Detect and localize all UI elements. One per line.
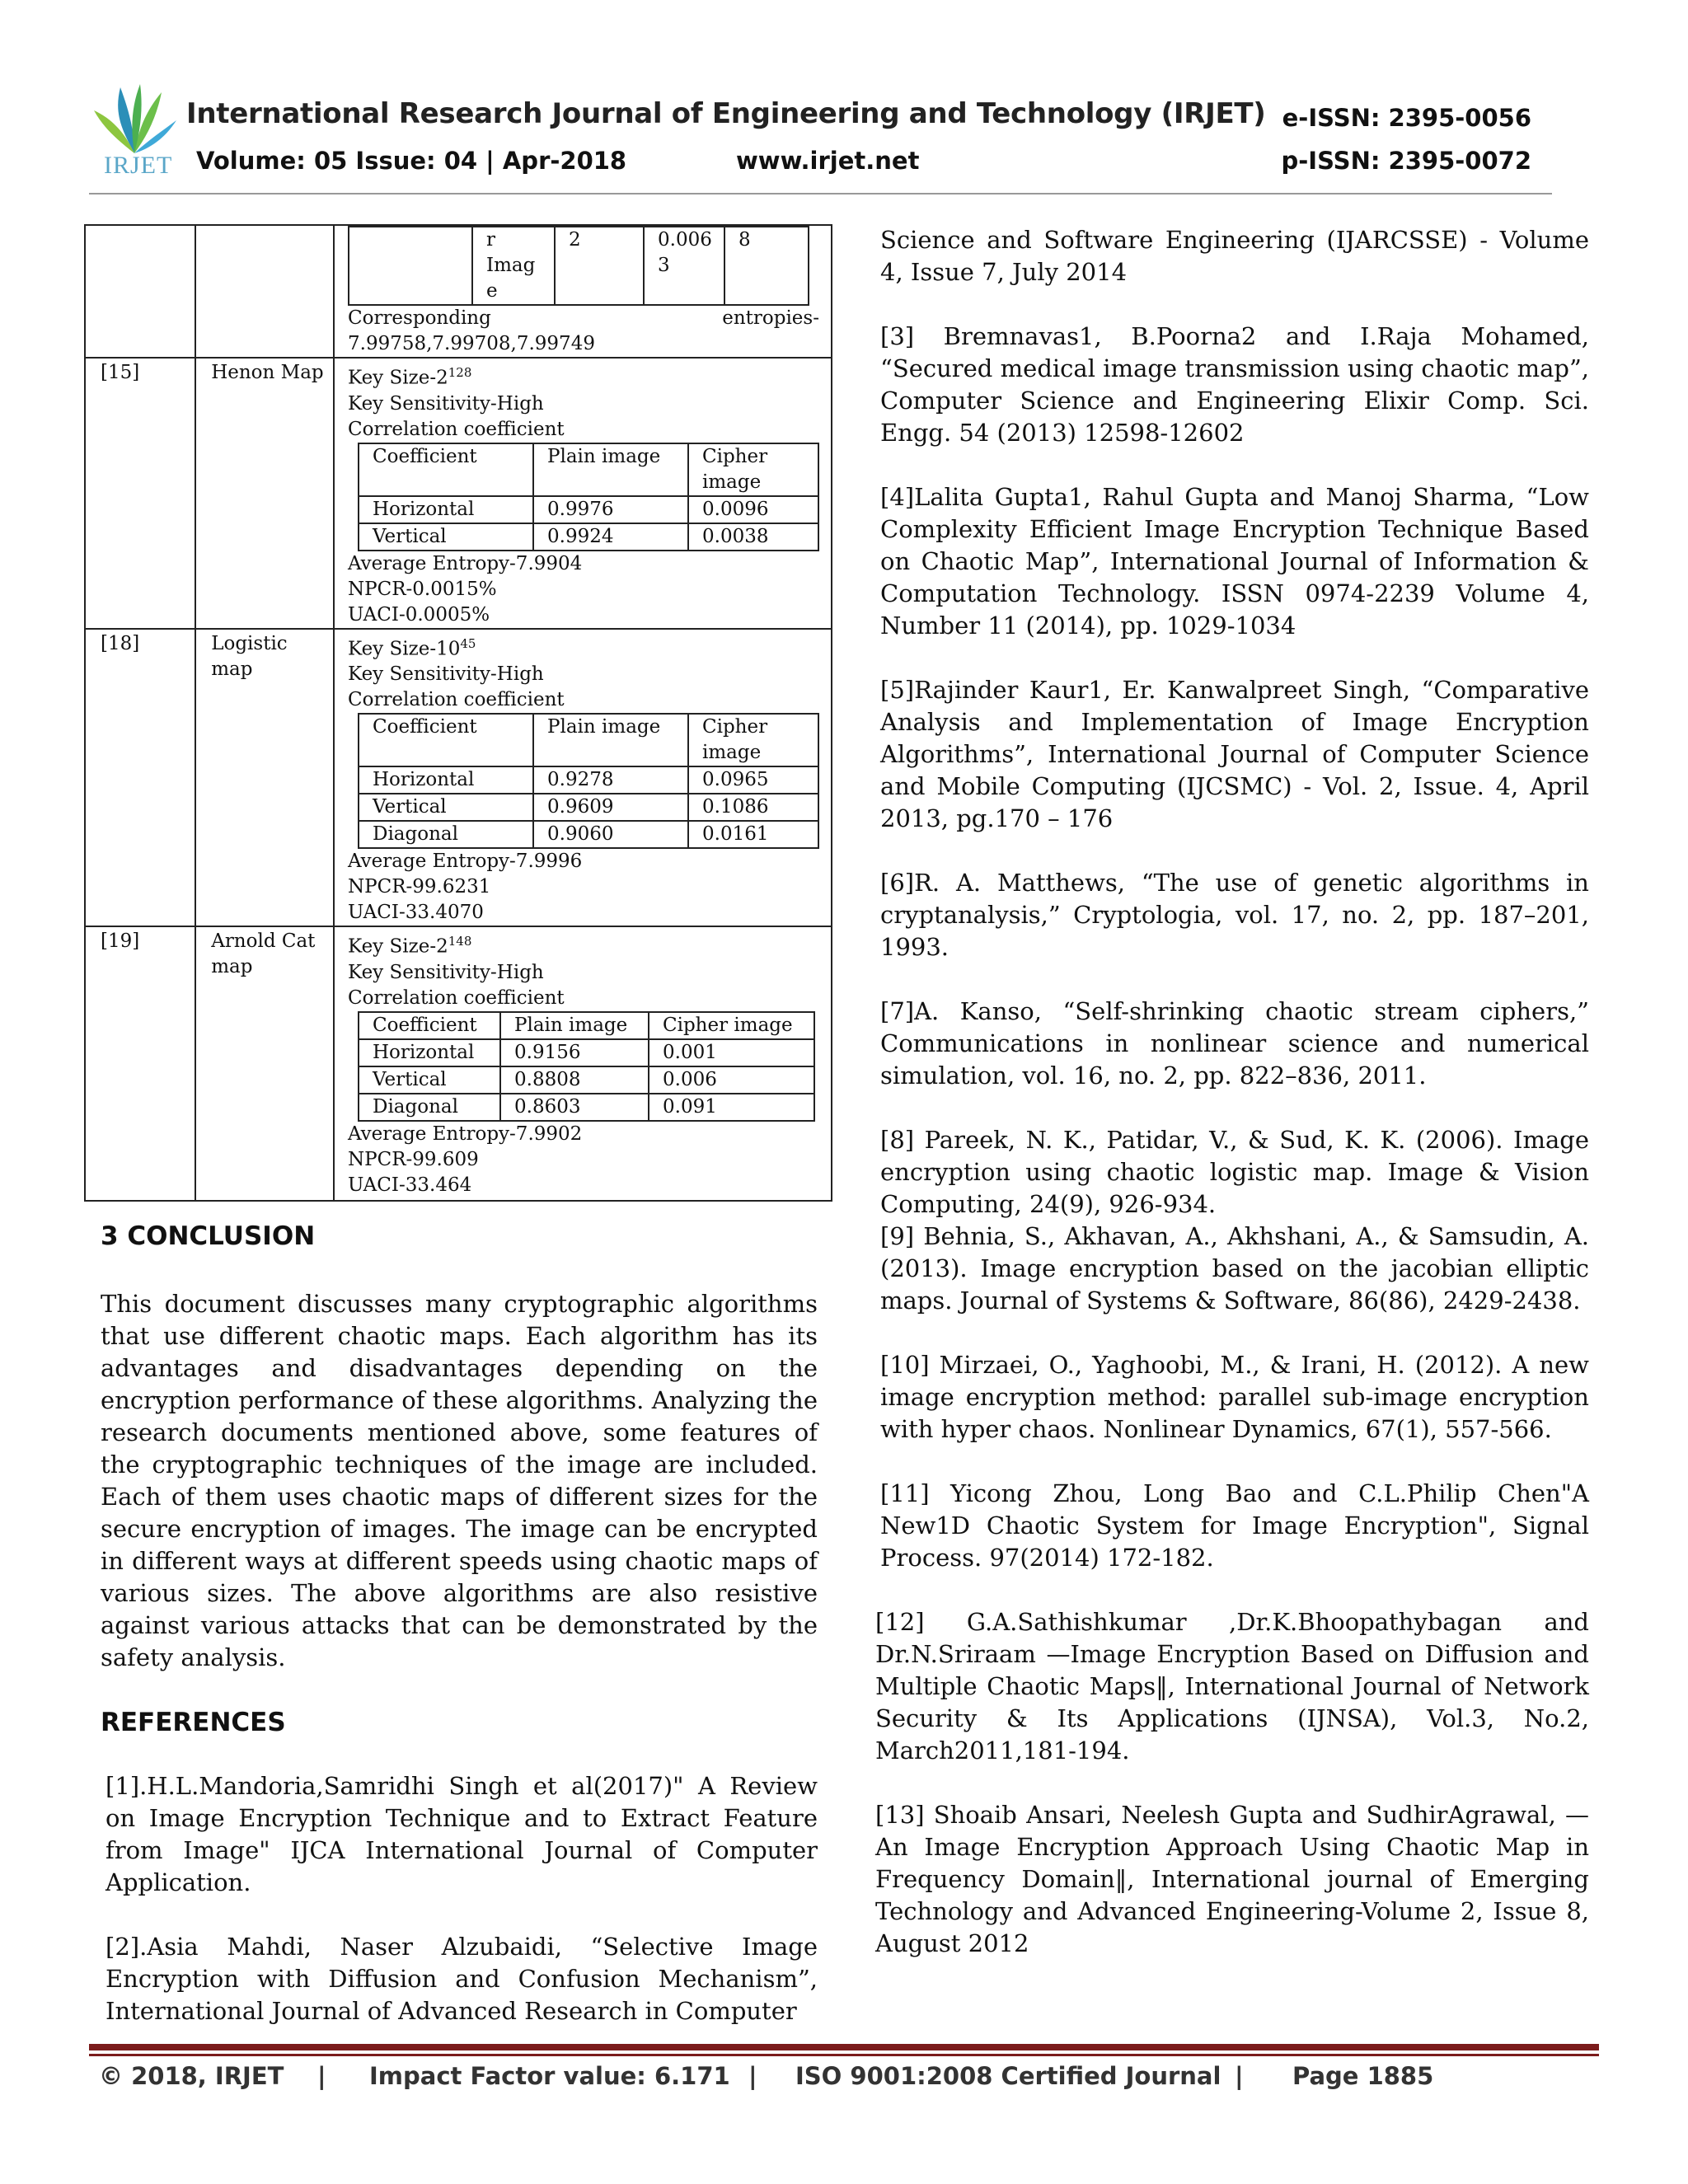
reference-item: [10] Mirzaei, O., Yaghoobi, M., & Irani, H. (2012). A new image encryption method: parallel sub-image encryption with hyper chaos. Nonlinear Dynamics, 67(1), 557-566. — [880, 1351, 1589, 1443]
fragment-label: r Imag e — [472, 227, 555, 305]
table-cell: 0.006 — [649, 1066, 814, 1094]
key-sensitivity: Key Sensitivity-High — [348, 392, 544, 415]
eissn: e-ISSN: 2395-0056 — [1282, 104, 1531, 132]
table-row — [85, 225, 832, 358]
key-size: Key Size-$2^{148}$ — [348, 934, 472, 958]
footer-separator: | — [317, 2062, 326, 2090]
correlation-label: Correlation coefficient — [348, 987, 565, 1009]
table-cell: Diagonal — [359, 821, 533, 848]
reference-item: [13] Shoaib Ansari, Neelesh Gupta and SudhirAgrawal, —An Image Encryption Approach Using Chaotic Map in Frequency Domain‖, International journal of Emerging Technology and Advanced Engineering-Volume 2, Issue 8, August 2012 — [875, 1801, 1589, 1957]
correlation-label: Correlation coefficient — [348, 418, 565, 440]
reference-item: [2].Asia Mahdi, Naser Alzubaidi, “Selective Image Encryption with Diffusion and Confusion Mechanism”, International Journal of Advanced Research in Computer — [106, 1933, 818, 2025]
correlation-table — [358, 713, 819, 849]
table-cell: 0.9278 — [533, 766, 688, 794]
col-header: Cipher image — [688, 714, 818, 766]
results-cell — [334, 926, 832, 1201]
table-cell: Horizontal — [359, 766, 533, 794]
comparison-table — [84, 224, 832, 1202]
col-header: Coefficient — [359, 714, 533, 766]
reference-item: [9] Behnia, S., Akhavan, A., Akhshani, A., & Samsudin, A. (2013). Image encryption based on the jacobian elliptic maps. Journal of Systems & Software, 86(86), 2429-2438. — [880, 1222, 1589, 1315]
irjet-logo — [89, 81, 180, 178]
table-row — [85, 358, 832, 629]
table-cell: 0.9156 — [500, 1039, 649, 1066]
footer-page-number: Page 1885 — [1292, 2062, 1434, 2090]
references-right-column — [875, 224, 1589, 1992]
key-sensitivity: Key Sensitivity-High — [348, 961, 544, 983]
table-cell: 0.8808 — [500, 1066, 649, 1094]
conclusion-heading: 3 CONCLUSION — [101, 1221, 316, 1251]
website-link[interactable]: www.irjet.net — [736, 147, 920, 175]
method-cell: Logistic map — [195, 629, 334, 927]
key-sensitivity: Key Sensitivity-High — [348, 663, 544, 686]
uaci-value: UACI-0.0005% — [348, 603, 490, 626]
table-cell: Horizontal — [359, 496, 533, 523]
footer-separator: | — [1235, 2062, 1244, 2090]
table-cell: Vertical — [359, 1066, 500, 1094]
table-cell: 0.0038 — [688, 523, 818, 551]
reference-item: [8] Pareek, N. K., Patidar, V., & Sud, K. K. (2006). Image encryption using chaotic logistic map. Image & Vision Computing, 24(9), 926-934. — [880, 1126, 1589, 1218]
correlation-table — [358, 443, 819, 551]
method-cell: Arnold Cat map — [195, 926, 334, 1201]
table-cell: Vertical — [359, 523, 533, 551]
footer-impact-factor: Impact Factor value: 6.171 — [369, 2062, 730, 2090]
ref-cell: [18] — [85, 629, 195, 927]
page-header — [89, 81, 1556, 188]
results-cell — [334, 629, 832, 927]
table-cell: 0.1086 — [688, 794, 818, 821]
table-cell: 0.9924 — [533, 523, 688, 551]
table-row — [85, 629, 832, 927]
conclusion-body: This document discusses many cryptographic algorithms that use different chaotic maps. Each algorithm has its advantages and disadvantages depending on the encryption performance of these algorithms. Analyzing the research documents mentioned above, some features of the cryptographic techniques of the image are included. Each of them uses chaotic maps of different sizes for the secure encryption of images. The image can be encrypted in different ways at different speeds using chaotic maps of various sizes. The above algorithms are also resistive against various attacks that can be demonstrated by the safety analysis. — [101, 1290, 818, 1671]
table-cell: 0.0161 — [688, 821, 818, 848]
col-header: Plain image — [533, 443, 688, 496]
fragment-value: 0.006 3 — [644, 227, 724, 305]
results-cell — [334, 358, 832, 629]
key-size: Key Size-$2^{128}$ — [348, 365, 472, 389]
table-cell: 0.0096 — [688, 496, 818, 523]
footer-copyright: © 2018, IRJET — [99, 2062, 284, 2090]
volume-issue: Volume: 05 Issue: 04 | Apr-2018 — [196, 147, 627, 175]
pissn: p-ISSN: 2395-0072 — [1281, 147, 1531, 175]
table-cell: 0.8603 — [500, 1094, 649, 1121]
uaci-value: UACI-33.4070 — [348, 902, 484, 924]
npcr-value: NPCR-99.6231 — [348, 876, 491, 898]
correlation-table — [358, 1011, 815, 1122]
ref-cell: [15] — [85, 358, 195, 629]
reference-item: [6]R. A. Matthews, “The use of genetic algorithms in cryptanalysis,” Cryptologia, vol. 17, no. 2, pp. 187–201, 1993. — [880, 869, 1589, 961]
reference-item: [3] Bremnavas1, B.Poorna2 and I.Raja Mohamed, “Secured medical image transmission using chaotic map”, Computer Science and Engineering Elixir Comp. Sci. Engg. 54 (2013) 12598-12602 — [880, 322, 1589, 447]
col-header: Coefficient — [359, 1012, 500, 1039]
average-entropy: Average Entropy-7.9996 — [348, 851, 583, 873]
table-cell: Vertical — [359, 794, 533, 821]
table-cell: Diagonal — [359, 1094, 500, 1121]
col-header: Cipher image — [688, 443, 818, 496]
method-cell — [195, 225, 334, 358]
entropies-line: Corresponding entropies- — [348, 307, 819, 329]
table-cell: 0.9976 — [533, 496, 688, 523]
reference-item: [5]Rajinder Kaur1, Er. Kanwalpreet Singh, “Comparative Analysis and Implementation of Image Encryption Algorithms”, International Journal of Computer Science and Mobile Computing (IJCSMC) - Vol. 2, Issue. 4, April 2013, pg.170 – 176 — [880, 676, 1589, 832]
fragment-value: 8 — [724, 227, 809, 305]
table-cell: 0.9060 — [533, 821, 688, 848]
footer-separator: | — [748, 2062, 757, 2090]
reference-item: [11] Yicong Zhou, Long Bao and C.L.Philip Chen"A New1D Chaotic System for Image Encryption", Signal Process. 97(2014) 172-182. — [880, 1479, 1589, 1572]
logo-text: IRJET — [104, 152, 173, 179]
table-cell: 0.091 — [649, 1094, 814, 1121]
uaci-value: UACI-33.464 — [348, 1174, 472, 1196]
fragment-table — [348, 226, 809, 306]
journal-title: International Research Journal of Engineering and Technology (IRJET) — [186, 97, 1266, 130]
table-cell: 0.0965 — [688, 766, 818, 794]
references-left-column — [106, 1770, 818, 2027]
col-header: Plain image — [500, 1012, 649, 1039]
npcr-value: NPCR-99.609 — [348, 1148, 479, 1170]
reference-item: Science and Software Engineering (IJARCSSE) - Volume 4, Issue 7, July 2014 — [880, 226, 1589, 286]
average-entropy: Average Entropy-7.9902 — [348, 1122, 583, 1145]
method-cell: Henon Map — [195, 358, 334, 629]
reference-item: [1].H.L.Mandoria,Samridhi Singh et al(2017)" A Review on Image Encryption Technique and to Extract Feature from Image" IJCA International Journal of Computer Application. — [106, 1772, 818, 1896]
results-cell — [334, 225, 832, 358]
fragment-value: 2 — [555, 227, 644, 305]
reference-item: [4]Lalita Gupta1, Rahul Gupta and Manoj Sharma, “Low Complexity Efficient Image Encryption Technique Based on Chaotic Map”, International Journal of Information & Computation Technology. ISSN 0974-2239 Volume 4, Number 11 (2014), pp. 1029-1034 — [880, 483, 1589, 640]
key-size: Key Size-$10^{45}$ — [348, 635, 476, 660]
table-cell: Horizontal — [359, 1039, 500, 1066]
average-entropy: Average Entropy-7.9904 — [348, 552, 583, 574]
footer-iso: ISO 9001:2008 Certified Journal — [795, 2062, 1221, 2090]
references-heading: REFERENCES — [101, 1708, 286, 1737]
ref-cell — [85, 225, 195, 358]
entropies-values: 7.99758,7.99708,7.99749 — [348, 333, 595, 354]
header-divider — [89, 193, 1552, 194]
table-row — [85, 926, 832, 1201]
col-header: Plain image — [533, 714, 688, 766]
footer-divider-thin — [89, 2054, 1599, 2056]
reference-item: [7]A. Kanso, “Self-shrinking chaotic stream ciphers,” Communications in nonlinear science and numerical simulation, vol. 16, no. 2, pp. 822–836, 2011. — [880, 997, 1589, 1090]
col-header: Cipher image — [649, 1012, 814, 1039]
npcr-value: NPCR-0.0015% — [348, 578, 497, 600]
col-header: Coefficient — [359, 443, 533, 496]
table-cell: 0.001 — [649, 1039, 814, 1066]
footer-divider — [89, 2044, 1599, 2050]
correlation-label: Correlation coefficient — [348, 689, 565, 711]
table-cell: 0.9609 — [533, 794, 688, 821]
ref-cell: [19] — [85, 926, 195, 1201]
leaf-logo-icon — [89, 81, 180, 155]
reference-item: [12] G.A.Sathishkumar ,Dr.K.Bhoopathybagan and Dr.N.Sriraam —Image Encryption Based on Diffusion and Multiple Chaotic Maps‖, International Journal of Network Security & Its Applications (IJNSA), Vol.3, No.2, March2011,181-194. — [875, 1608, 1589, 1765]
